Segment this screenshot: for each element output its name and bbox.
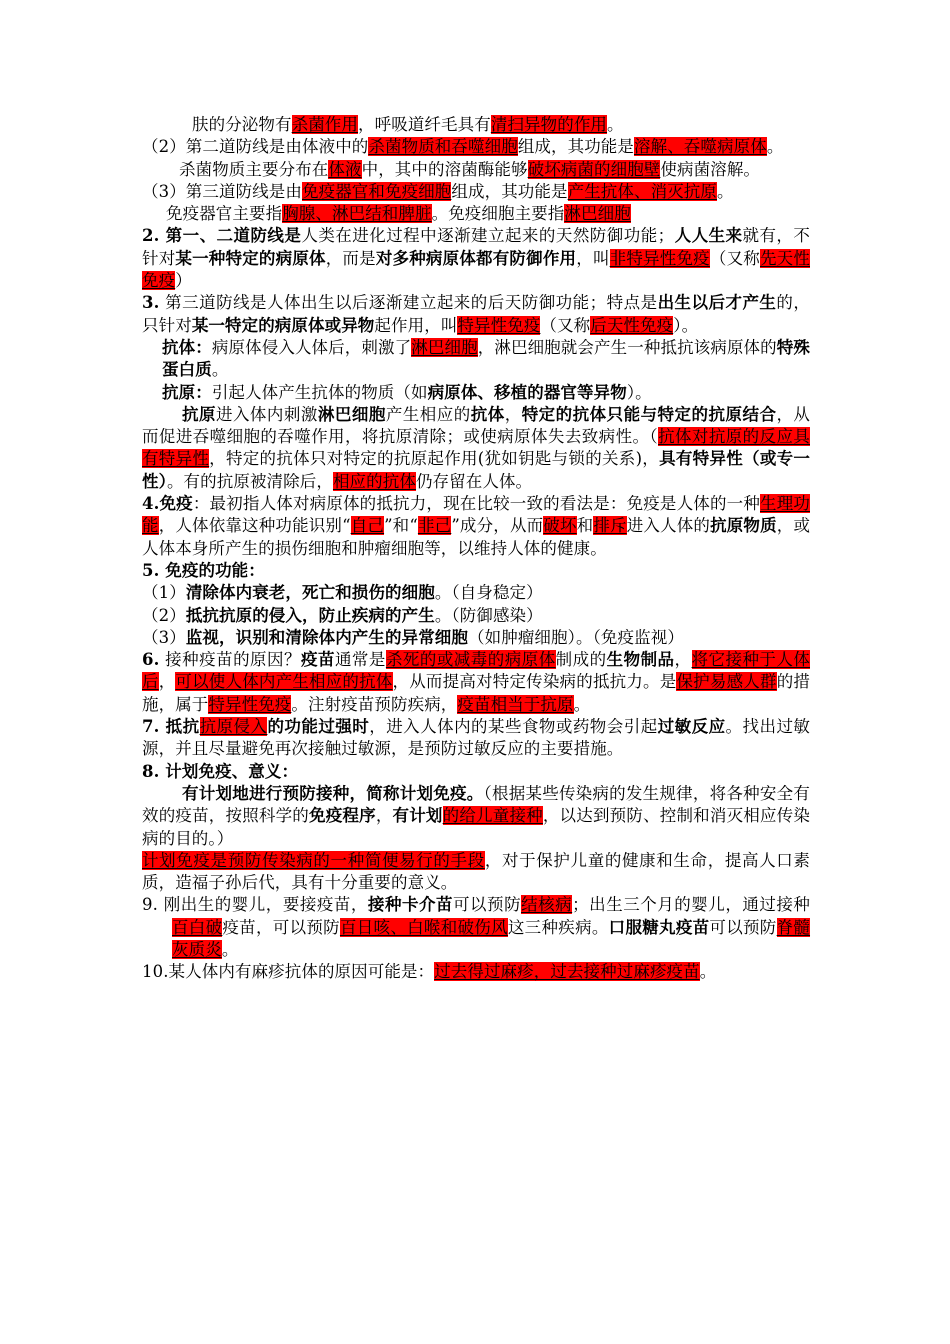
highlight: 先天性免疫 — [142, 248, 810, 291]
text: 的措施，属于 — [142, 672, 810, 714]
text: 6. — [142, 650, 160, 670]
text: 清除体内衰老，死亡和损伤的细胞 — [185, 583, 435, 603]
highlight: 特异性免疫 — [208, 694, 292, 714]
text: ）。 — [673, 315, 699, 335]
text: 组成，其功能是 — [451, 181, 568, 201]
text: 10.某人体内有麻疹抗体的原因可能是： — [142, 962, 435, 982]
highlight: 产生抗体、消灭抗原 — [567, 181, 718, 201]
text: 这三种疾病。 — [507, 917, 609, 937]
text: 。 — [699, 962, 717, 982]
text: ”成分，从而 — [451, 516, 544, 536]
text: 抗原： — [162, 382, 212, 402]
text: ） — [175, 271, 192, 291]
highlight: 非己 — [417, 516, 452, 536]
text: 某一特定的病原体或异物 — [191, 315, 375, 335]
text: 和 — [576, 516, 594, 536]
highlight: 破坏病菌的细胞壁 — [527, 159, 661, 179]
text: 中，其中的溶菌酶能够 — [361, 159, 528, 179]
section-10 — [142, 961, 810, 983]
highlight: 体液 — [328, 159, 362, 179]
highlight: 百白破 — [172, 917, 223, 937]
text: 。 — [607, 115, 624, 134]
function-2 — [142, 605, 810, 627]
text: 抗原 — [182, 404, 216, 424]
highlight: 自己 — [350, 516, 385, 536]
text: 5. 免疫的功能： — [142, 560, 265, 580]
highlight: 破坏 — [543, 516, 577, 536]
paragraph-planned-immunization — [142, 783, 810, 850]
text: ， — [158, 672, 176, 692]
text: （2）第二道防线是由体液中的 — [142, 137, 369, 157]
text: 第三道防线是人体出生以后逐渐建立起来的后天防御功能；特点是 — [159, 293, 658, 313]
highlight: 相应的抗体 — [332, 471, 416, 491]
text: ：最初指人体对病原体的抵抗力，现在比较一致的看法是：免疫是人体的一种 — [192, 494, 761, 514]
text: 具有特异性（或专一性） — [142, 449, 810, 491]
text: 抗体： — [162, 337, 212, 357]
highlight: 特异性免疫 — [457, 315, 541, 335]
text: 监视，识别和清除体内产生的异常细胞 — [185, 627, 469, 647]
text: ，从而促进吞噬细胞的吞噬作用，将抗原清除；或使病原体失去致病性。（ — [142, 404, 811, 447]
document-page — [142, 114, 810, 984]
text: 某一种特定的病原体 — [175, 248, 326, 268]
text: 疫苗，可以预防 — [222, 917, 340, 937]
text: 。（自身稳定） — [434, 583, 543, 603]
text: 通常是 — [334, 650, 386, 670]
text: ，人体依靠这种功能识别“ — [158, 516, 351, 536]
text: 的功能过强时 — [267, 717, 370, 737]
highlight: 保护易感人群 — [676, 672, 777, 692]
section-7 — [142, 716, 810, 761]
text: ，特定的抗体只对特定的抗原起作用(犹如钥匙与锁的关系)， — [209, 449, 660, 469]
text: ，而是 — [325, 248, 376, 268]
text: ， — [375, 806, 393, 826]
text: 。免疫细胞主要指 — [431, 204, 565, 224]
text: 组成，其功能是 — [517, 137, 635, 157]
text: 特定的抗体只能与特定的抗原结合 — [521, 404, 777, 424]
text: 抗体 — [470, 404, 505, 424]
highlight: 脊髓灰质炎 — [172, 917, 811, 959]
highlight: 抗原侵入 — [199, 717, 268, 737]
text: 口服糖丸疫苗 — [608, 917, 710, 937]
paragraph-second-line — [142, 136, 810, 158]
highlight: 非特异性免疫 — [609, 248, 710, 268]
section-8-title — [142, 761, 810, 783]
paragraph-planned-significance — [142, 850, 810, 895]
text: 可以预防 — [709, 917, 777, 937]
text: 引起人体产生抗体的物质（如 — [211, 382, 428, 402]
paragraph-immune-organs — [142, 203, 810, 225]
highlight: 淋巴细胞 — [564, 204, 631, 224]
text: 8. 计划免疫、意义： — [142, 761, 299, 781]
text: （又称 — [540, 315, 591, 335]
text: ，叫 — [576, 248, 610, 268]
text: （1） — [142, 583, 186, 603]
paragraph-third-line — [142, 181, 810, 203]
highlight: 清扫异物的作用 — [490, 115, 608, 134]
section-5-title — [142, 560, 810, 582]
text: （又称 — [709, 248, 760, 268]
text: （3） — [142, 627, 186, 647]
text: 制成的 — [555, 650, 607, 670]
text: 3. — [142, 293, 160, 313]
text: 淋巴细胞 — [317, 404, 386, 424]
text: ， — [674, 650, 692, 670]
highlight: 后天性免疫 — [590, 315, 674, 335]
highlight: 计划免疫是预防传染病的一种简便易行的手段 — [142, 850, 485, 870]
highlight: 溶解、吞噬病原体 — [634, 137, 767, 157]
text: ）。 — [626, 382, 652, 402]
text: 的，只针对 — [142, 293, 811, 335]
text: 有计划 — [392, 806, 443, 826]
highlight: 杀菌作用 — [291, 115, 359, 134]
paragraph-antibody — [142, 337, 810, 382]
text: 接种疫苗的原因？ — [159, 650, 301, 670]
highlight: 免疫器官和免疫细胞 — [302, 181, 452, 201]
text: 人类在进化过程中逐渐建立起来的天然防御功能； — [301, 226, 675, 246]
highlight: 百日咳、白喉和破伤风 — [339, 917, 508, 937]
text: ，从而提高对特定传染病的抵抗力。是 — [392, 672, 677, 692]
text: 4.免疫 — [142, 494, 193, 514]
text: 对多种病原体都有防御作用 — [375, 248, 577, 268]
paragraph-skin — [142, 114, 810, 136]
section-3 — [142, 292, 810, 337]
text: 2. 第一、二道防线是 — [142, 226, 302, 246]
text: 过敏反应 — [657, 717, 726, 737]
text: 出生以后才产生 — [657, 293, 777, 313]
text: 7. 抵抗 — [142, 717, 200, 737]
text: 。有的抗原被清除后， — [166, 471, 333, 491]
text: 免疫程序 — [309, 806, 376, 826]
highlight: 结核病 — [521, 895, 573, 915]
text: ，或人体本身所产生的损伤细胞和肿瘤细胞等，以维持人体的健康。 — [142, 516, 811, 558]
text: 进入人体的 — [626, 516, 711, 536]
highlight: 排斥 — [593, 516, 627, 536]
text: 9. 刚出生的婴儿，要接疫苗， — [142, 895, 368, 915]
function-3 — [142, 627, 810, 649]
paragraph-bactericidal — [142, 159, 810, 181]
text: 病原体、移植的器官等异物 — [427, 382, 627, 402]
highlight: 胸腺、淋巴结和脾脏 — [282, 204, 432, 224]
text: 仍存留在人体。 — [415, 471, 533, 491]
section-4 — [142, 493, 810, 560]
highlight: 淋巴细胞 — [411, 337, 478, 357]
text: 免疫器官主要指 — [166, 204, 283, 224]
text: （2） — [142, 605, 186, 625]
highlight: 杀死的或减毒的病原体 — [385, 650, 556, 670]
text: 特殊蛋白质 — [162, 337, 811, 380]
highlight: 杀菌物质和吞噬细胞 — [368, 137, 518, 157]
text: 接种卡介苗 — [367, 895, 454, 915]
highlight: 将它接种于人体后 — [142, 650, 810, 692]
text: 产生相应的 — [385, 404, 471, 424]
text: 就有，不针对 — [142, 226, 810, 268]
highlight: 特异性 — [158, 449, 210, 469]
text: 抗原物质 — [710, 516, 777, 536]
text: 使病菌溶解。 — [660, 159, 761, 179]
highlight: 生理功能 — [142, 494, 810, 536]
text: 。 — [221, 939, 239, 959]
text: ，以达到预防、控制和消灭相应传染病的目的。） — [142, 806, 810, 848]
text: 。注射疫苗预防疾病， — [291, 694, 458, 714]
text: 杀菌物质主要分布在 — [179, 159, 329, 179]
text: 人人生来 — [674, 226, 743, 246]
text: ，进入人体内的某些食物或药物会引起 — [369, 717, 658, 737]
text: 。（防御感染） — [434, 605, 543, 625]
text: 进入体内刺激 — [215, 404, 318, 424]
text: ， — [504, 404, 522, 424]
text: ，对于保护儿童的健康和生命，提高人口素质，造福子孙后代，具有十分重要的意义。 — [142, 850, 810, 893]
highlight-red-text: 抗体对抗原的反应具有 — [142, 427, 810, 469]
text: 起作用，叫 — [374, 315, 458, 335]
text: 。 — [573, 694, 591, 714]
text: 有计划地进行预防接种，简称计划免疫。 — [182, 783, 484, 803]
highlight: 可以使人体内产生相应的抗体 — [175, 672, 393, 692]
text: 。 — [766, 137, 784, 157]
text: ”和“ — [384, 516, 418, 536]
text: ；出生三个月的婴儿，通过接种 — [572, 895, 810, 915]
function-1 — [142, 582, 810, 604]
highlight: 的给儿童接种 — [442, 806, 543, 826]
paragraph-antigen-antibody — [142, 404, 810, 493]
highlight: 疫苗相当于抗原 — [457, 694, 574, 714]
text: ，淋巴细胞就会产生一种抵抗该病原体的 — [477, 337, 777, 357]
text: 。 — [211, 360, 229, 380]
text: ，呼吸道纤毛具有 — [358, 115, 491, 134]
text: （如肿瘤细胞）。（免疫监视） — [468, 627, 684, 647]
text: 可以预防 — [453, 895, 522, 915]
paragraph-antigen — [142, 382, 810, 404]
highlight: 过去得过麻疹，过去接种过麻疹疫苗 — [434, 962, 700, 982]
text: 病原体侵入人体后，刺激了 — [211, 337, 412, 357]
text: 。 — [717, 181, 734, 201]
text: 抵抗抗原的侵入，防止疾病的产生 — [185, 605, 435, 625]
text: 疫苗 — [300, 650, 335, 670]
section-2 — [142, 225, 810, 292]
section-6 — [142, 649, 810, 716]
section-9 — [142, 894, 810, 961]
text: 肤的分泌物有 — [192, 115, 292, 134]
text: 。找出过敏源，并且尽量避免再次接触过敏源，是预防过敏反应的主要措施。 — [142, 717, 811, 759]
text: （根据某些传染病的发生规律，将各种安全有效的疫苗，按照科学的 — [142, 783, 810, 826]
text: 生物制品 — [606, 650, 675, 670]
text: （3）第三道防线是由 — [142, 181, 302, 201]
